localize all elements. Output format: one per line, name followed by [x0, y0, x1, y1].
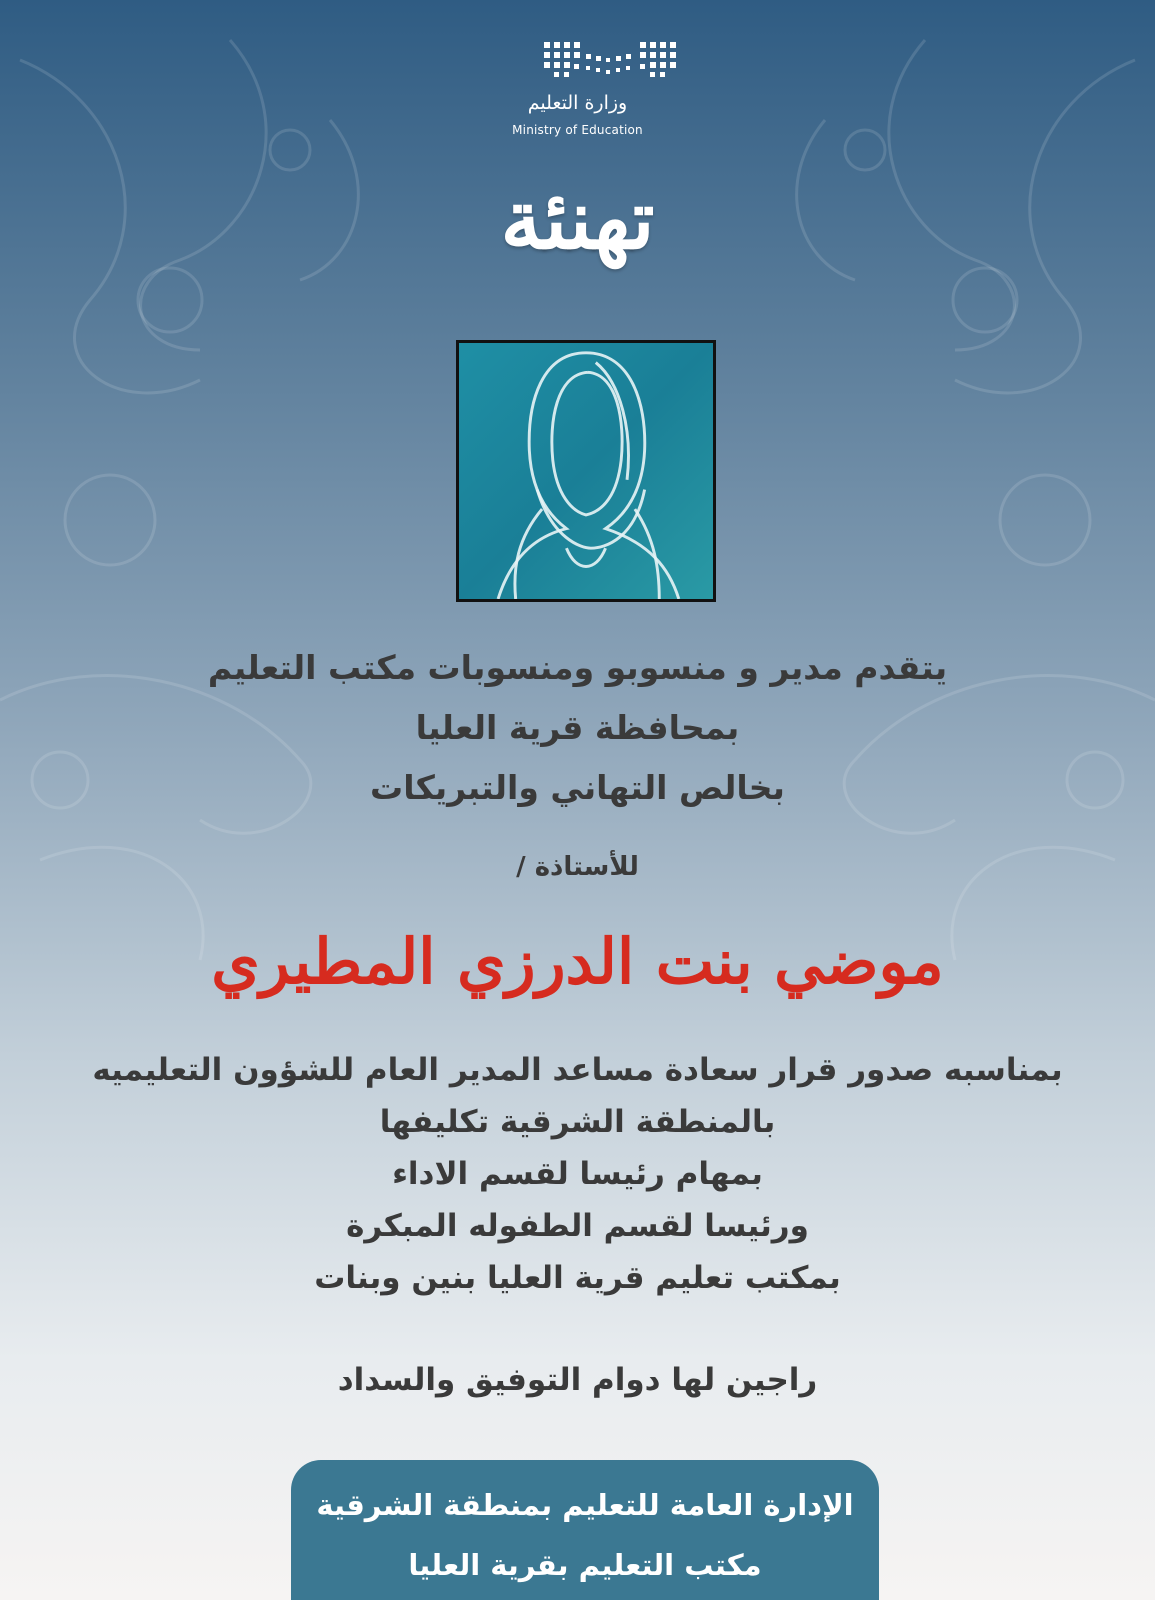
footer-banner — [291, 1460, 879, 1600]
intro-line-2: بمحافظة قرية العليا — [415, 708, 740, 747]
honoree-photo — [456, 340, 716, 602]
occasion-line-2: بالمنطقة الشرقية تكليفها — [379, 1104, 776, 1140]
honoree-name: موضي بنت الدرزي المطيري — [211, 925, 944, 998]
salutation: للأستاذة / — [516, 852, 639, 882]
ministry-logo-icon — [540, 38, 680, 80]
occasion-line-3: بمهام رئيسا لقسم الاداء — [392, 1156, 763, 1192]
woman-hijab-silhouette-icon — [459, 343, 713, 599]
occasion-line-5: بمكتب تعليم قرية العليا بنين وبنات — [314, 1260, 841, 1296]
ministry-name-english: Ministry of Education — [512, 123, 643, 137]
card-title: تهنئة — [500, 172, 655, 268]
occasion-line-1: بمناسبه صدور قرار سعادة مساعد المدير العام للشؤون التعليميه — [92, 1052, 1063, 1088]
intro-line-1: يتقدم مدير و منسوبو ومنسوبات مكتب التعليم — [207, 648, 948, 687]
footer-line-2: مكتب التعليم بقرية العليا — [408, 1548, 762, 1582]
occasion-line-4: ورئيسا لقسم الطفوله المبكرة — [346, 1208, 809, 1244]
ministry-name-arabic: وزارة التعليم — [527, 92, 628, 114]
footer-line-1: الإدارة العامة للتعليم بمنطقة الشرقية — [316, 1488, 854, 1522]
intro-line-3: بخالص التهاني والتبريكات — [370, 768, 785, 807]
closing-wish: راجين لها دوام التوفيق والسداد — [337, 1362, 818, 1398]
